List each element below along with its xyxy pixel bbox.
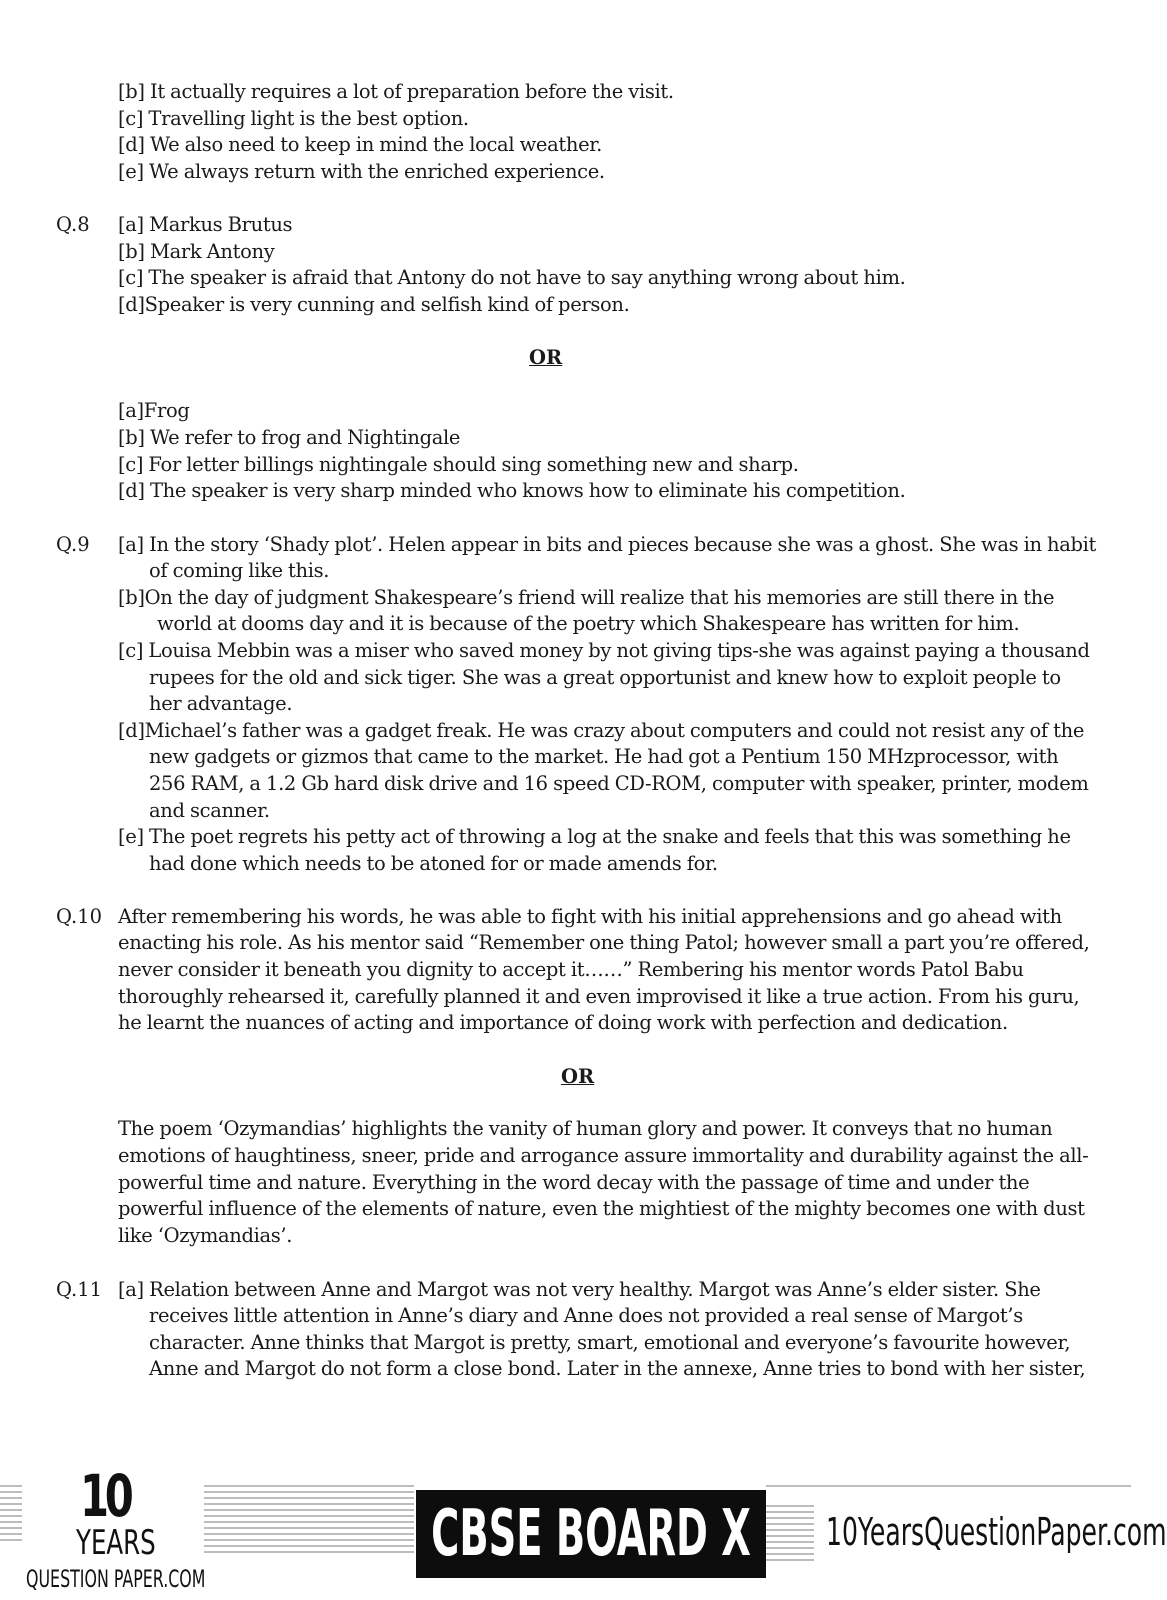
- q10-alt-line: emotions of haughtiness, sneer, pride and arrogance assure immortality and durability against the all-: [118, 1144, 1089, 1167]
- q9-line: 256 RAM, a 1.2 Gb hard disk drive and 16 speed CD-ROM, computer with speaker, printer, modem: [149, 772, 1089, 795]
- logo-number: 10: [80, 1462, 130, 1530]
- footer-stripes-right: [766, 1505, 814, 1565]
- q11-line: Anne and Margot do not form a close bond. Later in the annexe, Anne tries to bond with her sister,: [149, 1357, 1086, 1380]
- q10-alt-line: powerful time and nature. Everything in the word decay with the passage of time and under the: [118, 1171, 1030, 1194]
- q9-line: rupees for the old and sick tiger. She was a great opportunist and knew how to exploit people to: [149, 666, 1061, 689]
- q9-line: and scanner.: [149, 799, 270, 822]
- q10-line: After remembering his words, he was able to fight with his initial apprehensions and go ahead with: [118, 905, 1062, 928]
- q8-answer-b: [b] Mark Antony: [118, 240, 275, 263]
- footer-stripes-right-top: [766, 1485, 1131, 1491]
- logo-site-name: QUESTION PAPER.COM: [26, 1565, 206, 1593]
- q9-line: [d]Michael’s father was a gadget freak. He was crazy about computers and could not resist any of the: [118, 719, 1085, 742]
- q9-line: had done which needs to be atoned for or made amends for.: [149, 852, 718, 875]
- q8-answer-c: [c] The speaker is afraid that Antony do not have to say anything wrong about him.: [118, 266, 906, 289]
- board-banner: [416, 1490, 766, 1578]
- q11-line: character. Anne thinks that Margot is pretty, smart, emotional and everyone’s favourite however,: [149, 1331, 1071, 1354]
- q7-answer-e: [e] We always return with the enriched experience.: [118, 160, 605, 183]
- q10-alt-line: powerful influence of the elements of nature, even the mightiest of the mighty becomes one with dust: [118, 1197, 1085, 1220]
- page-footer: [0, 1462, 1167, 1600]
- q8-alt-answer-a: [a]Frog: [118, 399, 190, 422]
- q8-answer-a: [a] Markus Brutus: [118, 213, 293, 236]
- q10-line: he learnt the nuances of acting and importance of doing work with perfection and dedication.: [118, 1011, 1008, 1034]
- q8-answer-d: [d]Speaker is very cunning and selfish kind of person.: [118, 293, 630, 316]
- board-banner-text: CBSE BOARD X: [431, 1497, 751, 1571]
- q11-number: Q.11: [56, 1278, 103, 1301]
- q8-alt-answer-d: [d] The speaker is very sharp minded who knows how to eliminate his competition.: [118, 479, 906, 502]
- q7-answer-b: [b] It actually requires a lot of preparation before the visit.: [118, 80, 674, 103]
- q10-alt-line: The poem ‘Ozymandias’ highlights the vanity of human glory and power. It conveys that no human: [118, 1117, 1053, 1140]
- q10-number: Q.10: [56, 905, 103, 928]
- website-link[interactable]: 10YearsQuestionPaper.com: [826, 1510, 1167, 1554]
- q7-answer-d: [d] We also need to keep in mind the local weather.: [118, 133, 602, 156]
- q9-line: [b]On the day of judgment Shakespeare’s friend will realize that his memories are still there in the: [118, 586, 1055, 609]
- q9-line: [e] The poet regrets his petty act of throwing a log at the snake and feels that this was something he: [118, 825, 1071, 848]
- q7-answer-c: [c] Travelling light is the best option.: [118, 107, 469, 130]
- q9-line: new gadgets or gizmos that came to the market. He had got a Pentium 150 MHzprocessor, with: [149, 745, 1059, 768]
- q9-line: [a] In the story ‘Shady plot’. Helen appear in bits and pieces because she was a ghost. She was in habit: [118, 533, 1097, 556]
- q10-line: thoroughly rehearsed it, carefully planned it and even improvised it like a true action. From his guru,: [118, 985, 1080, 1008]
- q10-alt-line: like ‘Ozymandias’.: [118, 1224, 293, 1247]
- q11-line: [a] Relation between Anne and Margot was not very healthy. Margot was Anne’s elder sister. She: [118, 1278, 1041, 1301]
- q11-line: receives little attention in Anne’s diary and Anne does not provided a real sense of Margot’s: [149, 1304, 1023, 1327]
- q10-line: enacting his role. As his mentor said “Remember one thing Patol; however small a part you’re offered,: [118, 931, 1090, 954]
- q9-line: [c] Louisa Mebbin was a miser who saved money by not giving tips-she was against paying a thousand: [118, 639, 1090, 662]
- footer-stripes-left: [0, 1485, 22, 1545]
- q10-line: never consider it beneath you dignity to accept it……” Rembering his mentor words Patol Babu: [118, 958, 1024, 981]
- q9-line: of coming like this.: [149, 559, 330, 582]
- q10-or-divider: OR: [561, 1065, 595, 1088]
- q8-alt-answer-b: [b] We refer to frog and Nightingale: [118, 426, 461, 449]
- q9-line: her advantage.: [149, 692, 293, 715]
- logo-years: YEARS: [76, 1523, 156, 1563]
- q9-line: world at dooms day and it is because of the poetry which Shakespeare has written for him.: [157, 612, 1020, 635]
- footer-stripes-mid-left: [204, 1485, 414, 1557]
- q8-number: Q.8: [56, 213, 90, 236]
- q9-number: Q.9: [56, 533, 90, 556]
- q8-or-divider: OR: [529, 346, 563, 369]
- q8-alt-answer-c: [c] For letter billings nightingale should sing something new and sharp.: [118, 453, 799, 476]
